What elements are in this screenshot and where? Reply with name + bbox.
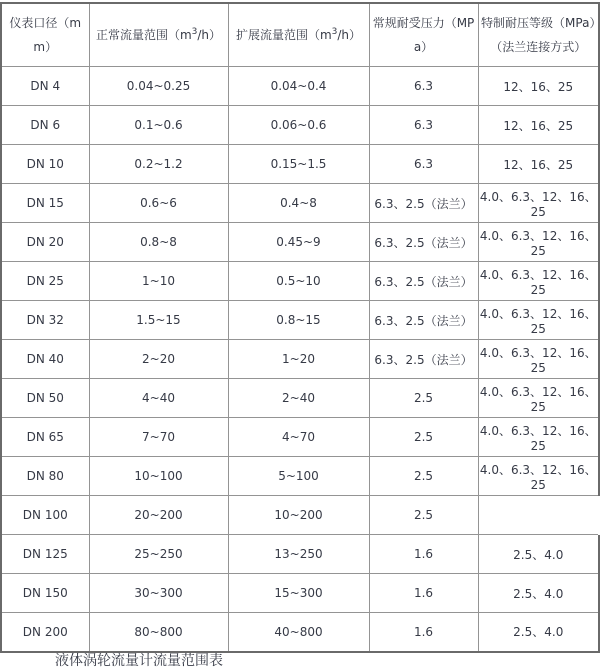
table-cell: 2.5 — [369, 379, 478, 418]
table-cell: 4.0、6.3、12、16、25 — [478, 301, 599, 340]
clipped-caption — [0, 652, 600, 669]
table-cell: 15~300 — [228, 574, 369, 613]
table-cell: 6.3、2.5（法兰） — [369, 340, 478, 379]
table-cell: DN 100 — [1, 496, 89, 535]
table-cell: 20~200 — [89, 496, 228, 535]
table-row — [1, 106, 599, 145]
table-cell: 4.0、6.3、12、16、25 — [478, 379, 599, 418]
table-cell: DN 32 — [1, 301, 89, 340]
table-cell: 2.5 — [369, 496, 478, 535]
table-row — [1, 262, 599, 301]
table-row — [1, 340, 599, 379]
table-cell: 2.5、4.0 — [478, 574, 599, 613]
table-cell: DN 200 — [1, 613, 89, 652]
table-cell: 6.3、2.5（法兰） — [369, 301, 478, 340]
col-header-normal-pressure: 常规耐受压力（MPa） — [369, 3, 478, 67]
table-cell: 1.5~15 — [89, 301, 228, 340]
table-cell: 0.5~10 — [228, 262, 369, 301]
table-cell: 2.5 — [369, 418, 478, 457]
table-cell: 5~100 — [228, 457, 369, 496]
table-cell: 0.8~15 — [228, 301, 369, 340]
table-cell: 4.0、6.3、12、16、25 — [478, 184, 599, 223]
table-row — [1, 535, 599, 574]
table-cell: 4.0、6.3、12、16、25 — [478, 262, 599, 301]
table-cell: 1~20 — [228, 340, 369, 379]
table-cell: DN 40 — [1, 340, 89, 379]
table-cell: DN 15 — [1, 184, 89, 223]
table-cell: 0.8~8 — [89, 223, 228, 262]
table-header-row — [1, 3, 599, 67]
table-cell: 2~20 — [89, 340, 228, 379]
table-cell: 2~40 — [228, 379, 369, 418]
table-row — [1, 379, 599, 418]
table-cell: 4.0、6.3、12、16、25 — [478, 223, 599, 262]
table-body — [1, 67, 599, 652]
table-cell: 0.4~8 — [228, 184, 369, 223]
table-cell: 10~200 — [228, 496, 369, 535]
table-row — [1, 613, 599, 652]
superscript-3: 3 — [331, 27, 338, 37]
table-cell: 30~300 — [89, 574, 228, 613]
table-row — [1, 574, 599, 613]
col-header-special-pressure: 特制耐压等级（MPa）（法兰连接方式） — [478, 3, 599, 67]
table-cell: 2.5、4.0 — [478, 613, 599, 652]
table-cell: 1~10 — [89, 262, 228, 301]
table-cell: 6.3、2.5（法兰） — [369, 223, 478, 262]
table-cell: 4.0、6.3、12、16、25 — [478, 340, 599, 379]
table-cell: 6.3、2.5（法兰） — [369, 262, 478, 301]
header-text-prefix: 正常流量范围（m — [95, 28, 192, 42]
table-cell: 0.1~0.6 — [89, 106, 228, 145]
table-cell: 12、16、25 — [478, 67, 599, 106]
table-row — [1, 496, 599, 535]
table-cell: 0.06~0.6 — [228, 106, 369, 145]
table-cell: 0.2~1.2 — [89, 145, 228, 184]
table-cell: 13~250 — [228, 535, 369, 574]
table-cell: 6.3 — [369, 145, 478, 184]
header-text-prefix: 扩展流量范围（m — [235, 28, 332, 42]
table-cell: DN 4 — [1, 67, 89, 106]
table-cell: 12、16、25 — [478, 145, 599, 184]
table-row — [1, 418, 599, 457]
table-cell: 0.6~6 — [89, 184, 228, 223]
table-cell: 0.45~9 — [228, 223, 369, 262]
table-row — [1, 67, 599, 106]
clipped-caption-text: 液体涡轮流量计流量范围表 — [55, 652, 223, 669]
table-cell: DN 50 — [1, 379, 89, 418]
col-header-normal-flow-range — [89, 3, 228, 67]
col-header-meter-diameter: 仪表口径（mm） — [1, 3, 89, 67]
flow-spec-table — [0, 2, 600, 653]
table-cell: 0.04~0.25 — [89, 67, 228, 106]
table-row — [1, 457, 599, 496]
table-cell: 12、16、25 — [478, 106, 599, 145]
table-cell: DN 25 — [1, 262, 89, 301]
table-cell: 6.3、2.5（法兰） — [369, 184, 478, 223]
table-cell: 4~70 — [228, 418, 369, 457]
table-cell: 1.6 — [369, 613, 478, 652]
header-text-suffix: /h） — [197, 28, 222, 42]
table-cell: DN 6 — [1, 106, 89, 145]
table-cell: DN 10 — [1, 145, 89, 184]
table-cell: 2.5、4.0 — [478, 535, 599, 574]
table-cell: 4.0、6.3、12、16、25 — [478, 418, 599, 457]
table-cell: 6.3 — [369, 106, 478, 145]
table-row — [1, 301, 599, 340]
table-cell: 10~100 — [89, 457, 228, 496]
table-cell: 80~800 — [89, 613, 228, 652]
table-cell: 25~250 — [89, 535, 228, 574]
header-text-suffix: /h） — [337, 28, 362, 42]
table-row — [1, 223, 599, 262]
table-row — [1, 184, 599, 223]
table-cell: 7~70 — [89, 418, 228, 457]
table-row — [1, 145, 599, 184]
table-cell: DN 80 — [1, 457, 89, 496]
table-cell: 4.0、6.3、12、16、25 — [478, 457, 599, 496]
table-cell: 6.3 — [369, 67, 478, 106]
table-cell: 1.6 — [369, 535, 478, 574]
table-cell: DN 125 — [1, 535, 89, 574]
superscript-3: 3 — [191, 27, 198, 37]
table-cell: DN 65 — [1, 418, 89, 457]
table-cell: DN 150 — [1, 574, 89, 613]
table-cell: 1.6 — [369, 574, 478, 613]
table-cell: 0.15~1.5 — [228, 145, 369, 184]
table-cell: 40~800 — [228, 613, 369, 652]
table-cell: 2.5 — [369, 457, 478, 496]
table-cell: 0.04~0.4 — [228, 67, 369, 106]
table-cell: DN 20 — [1, 223, 89, 262]
table-cell — [478, 496, 599, 535]
table-cell: 4~40 — [89, 379, 228, 418]
col-header-extended-flow-range — [228, 3, 369, 67]
